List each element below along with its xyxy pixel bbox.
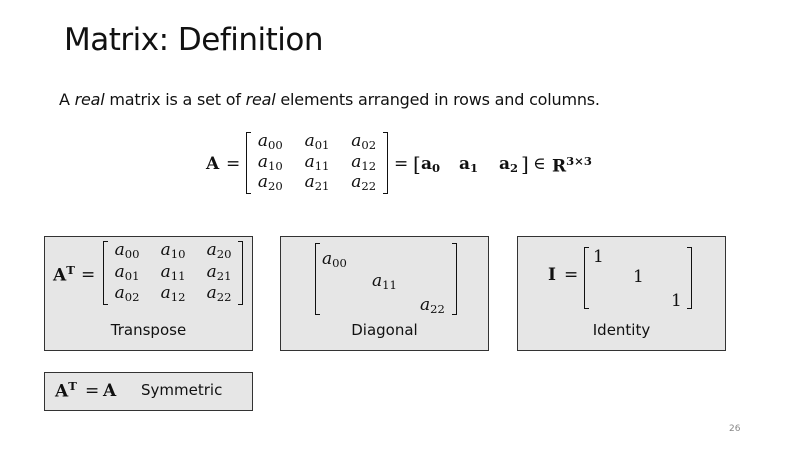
matrix-a-entry-a01: $a_{01}$ xyxy=(304,131,330,152)
matrix-a-entry-a02: $a_{02}$ xyxy=(351,131,377,152)
equals-sign-2: = xyxy=(394,154,409,174)
transpose-entry-a10: $a_{10}$ xyxy=(160,240,186,262)
intro-emphasis-real-1: real xyxy=(74,90,105,109)
matrix-a-entry-a12: $a_{12}$ xyxy=(351,151,377,173)
intro-part-2: matrix is a set of xyxy=(104,90,246,109)
identity-entry-1: 1 xyxy=(593,247,604,267)
transpose-panel xyxy=(44,236,253,351)
intro-part-1: A xyxy=(59,90,75,109)
left-bracket: [ xyxy=(413,152,421,176)
identity-matrix xyxy=(584,247,692,309)
identity-symbol: I xyxy=(548,265,556,285)
identity-entry-3: 1 xyxy=(671,291,682,311)
matrix-a-entry-a21: $a_{21}$ xyxy=(304,172,330,194)
transpose-entry-a02: $a_{02}$ xyxy=(114,283,140,304)
slide-title: Matrix: Definition xyxy=(64,22,324,58)
diagonal-caption: Diagonal xyxy=(351,321,418,339)
transpose-entry-a11: $a_{11}$ xyxy=(160,261,186,283)
page-number: 26 xyxy=(729,424,741,434)
matrix-a-entry-a00: $a_{00}$ xyxy=(257,131,283,152)
intro-part-3: elements arranged in rows and columns. xyxy=(275,90,600,109)
diagonal-entry-a11: $a_{11}$ xyxy=(372,271,397,292)
diagonal-entry-a22: $a_{22}$ xyxy=(420,295,445,316)
column-vector-a0: $a_0$ xyxy=(421,154,441,175)
intro-emphasis-real-2: real xyxy=(245,90,276,109)
column-vector-a1: $a_1$ xyxy=(459,154,479,175)
transpose-entry-a12: $a_{12}$ xyxy=(160,283,186,304)
intro-text xyxy=(59,90,600,109)
transpose-symbol: $A^T$ xyxy=(53,263,75,286)
symmetric-caption: Symmetric xyxy=(141,381,223,399)
matrix-a-entry-a11: $a_{11}$ xyxy=(304,151,330,173)
symmetric-panel xyxy=(44,372,253,411)
equals-sign-1: = xyxy=(226,154,241,174)
column-vector-a2: $a_2$ xyxy=(499,154,519,175)
element-of-symbol: ∈ xyxy=(533,154,546,174)
transpose-entry-a01: $a_{01}$ xyxy=(114,261,140,283)
diagonal-matrix xyxy=(315,243,457,315)
transpose-entry-a20: $a_{20}$ xyxy=(206,240,232,262)
symmetric-equals-sign: = xyxy=(85,381,100,401)
symmetric-rhs: A xyxy=(103,381,117,401)
identity-equals-sign: = xyxy=(564,265,579,285)
real-space-dimension: 3×3 xyxy=(566,154,592,168)
identity-entry-2: 1 xyxy=(633,267,644,287)
transpose-equals-sign: = xyxy=(81,265,96,285)
matrix-symbol-a: A xyxy=(206,154,220,174)
diagonal-entry-a00: $a_{00}$ xyxy=(322,249,347,270)
identity-caption: Identity xyxy=(592,321,651,339)
matrix-a-entry-a20: $a_{20}$ xyxy=(257,172,283,194)
transpose-entry-a22: $a_{22}$ xyxy=(206,283,232,304)
transpose-entry-a00: $a_{00}$ xyxy=(114,240,140,262)
matrix-a-entry-a22: $a_{22}$ xyxy=(351,172,377,194)
transpose-matrix xyxy=(103,241,243,305)
symmetric-lhs: $A^T$ xyxy=(55,379,77,402)
transpose-caption: Transpose xyxy=(110,321,187,339)
matrix-a-entry-a10: $a_{10}$ xyxy=(257,151,283,173)
identity-panel xyxy=(517,236,726,351)
real-space-symbol: $R^{3\times 3}$ xyxy=(552,154,592,177)
diagonal-panel xyxy=(280,236,489,351)
transpose-entry-a21: $a_{21}$ xyxy=(206,261,232,283)
right-bracket: ] xyxy=(521,152,529,176)
matrix-a xyxy=(246,132,388,194)
